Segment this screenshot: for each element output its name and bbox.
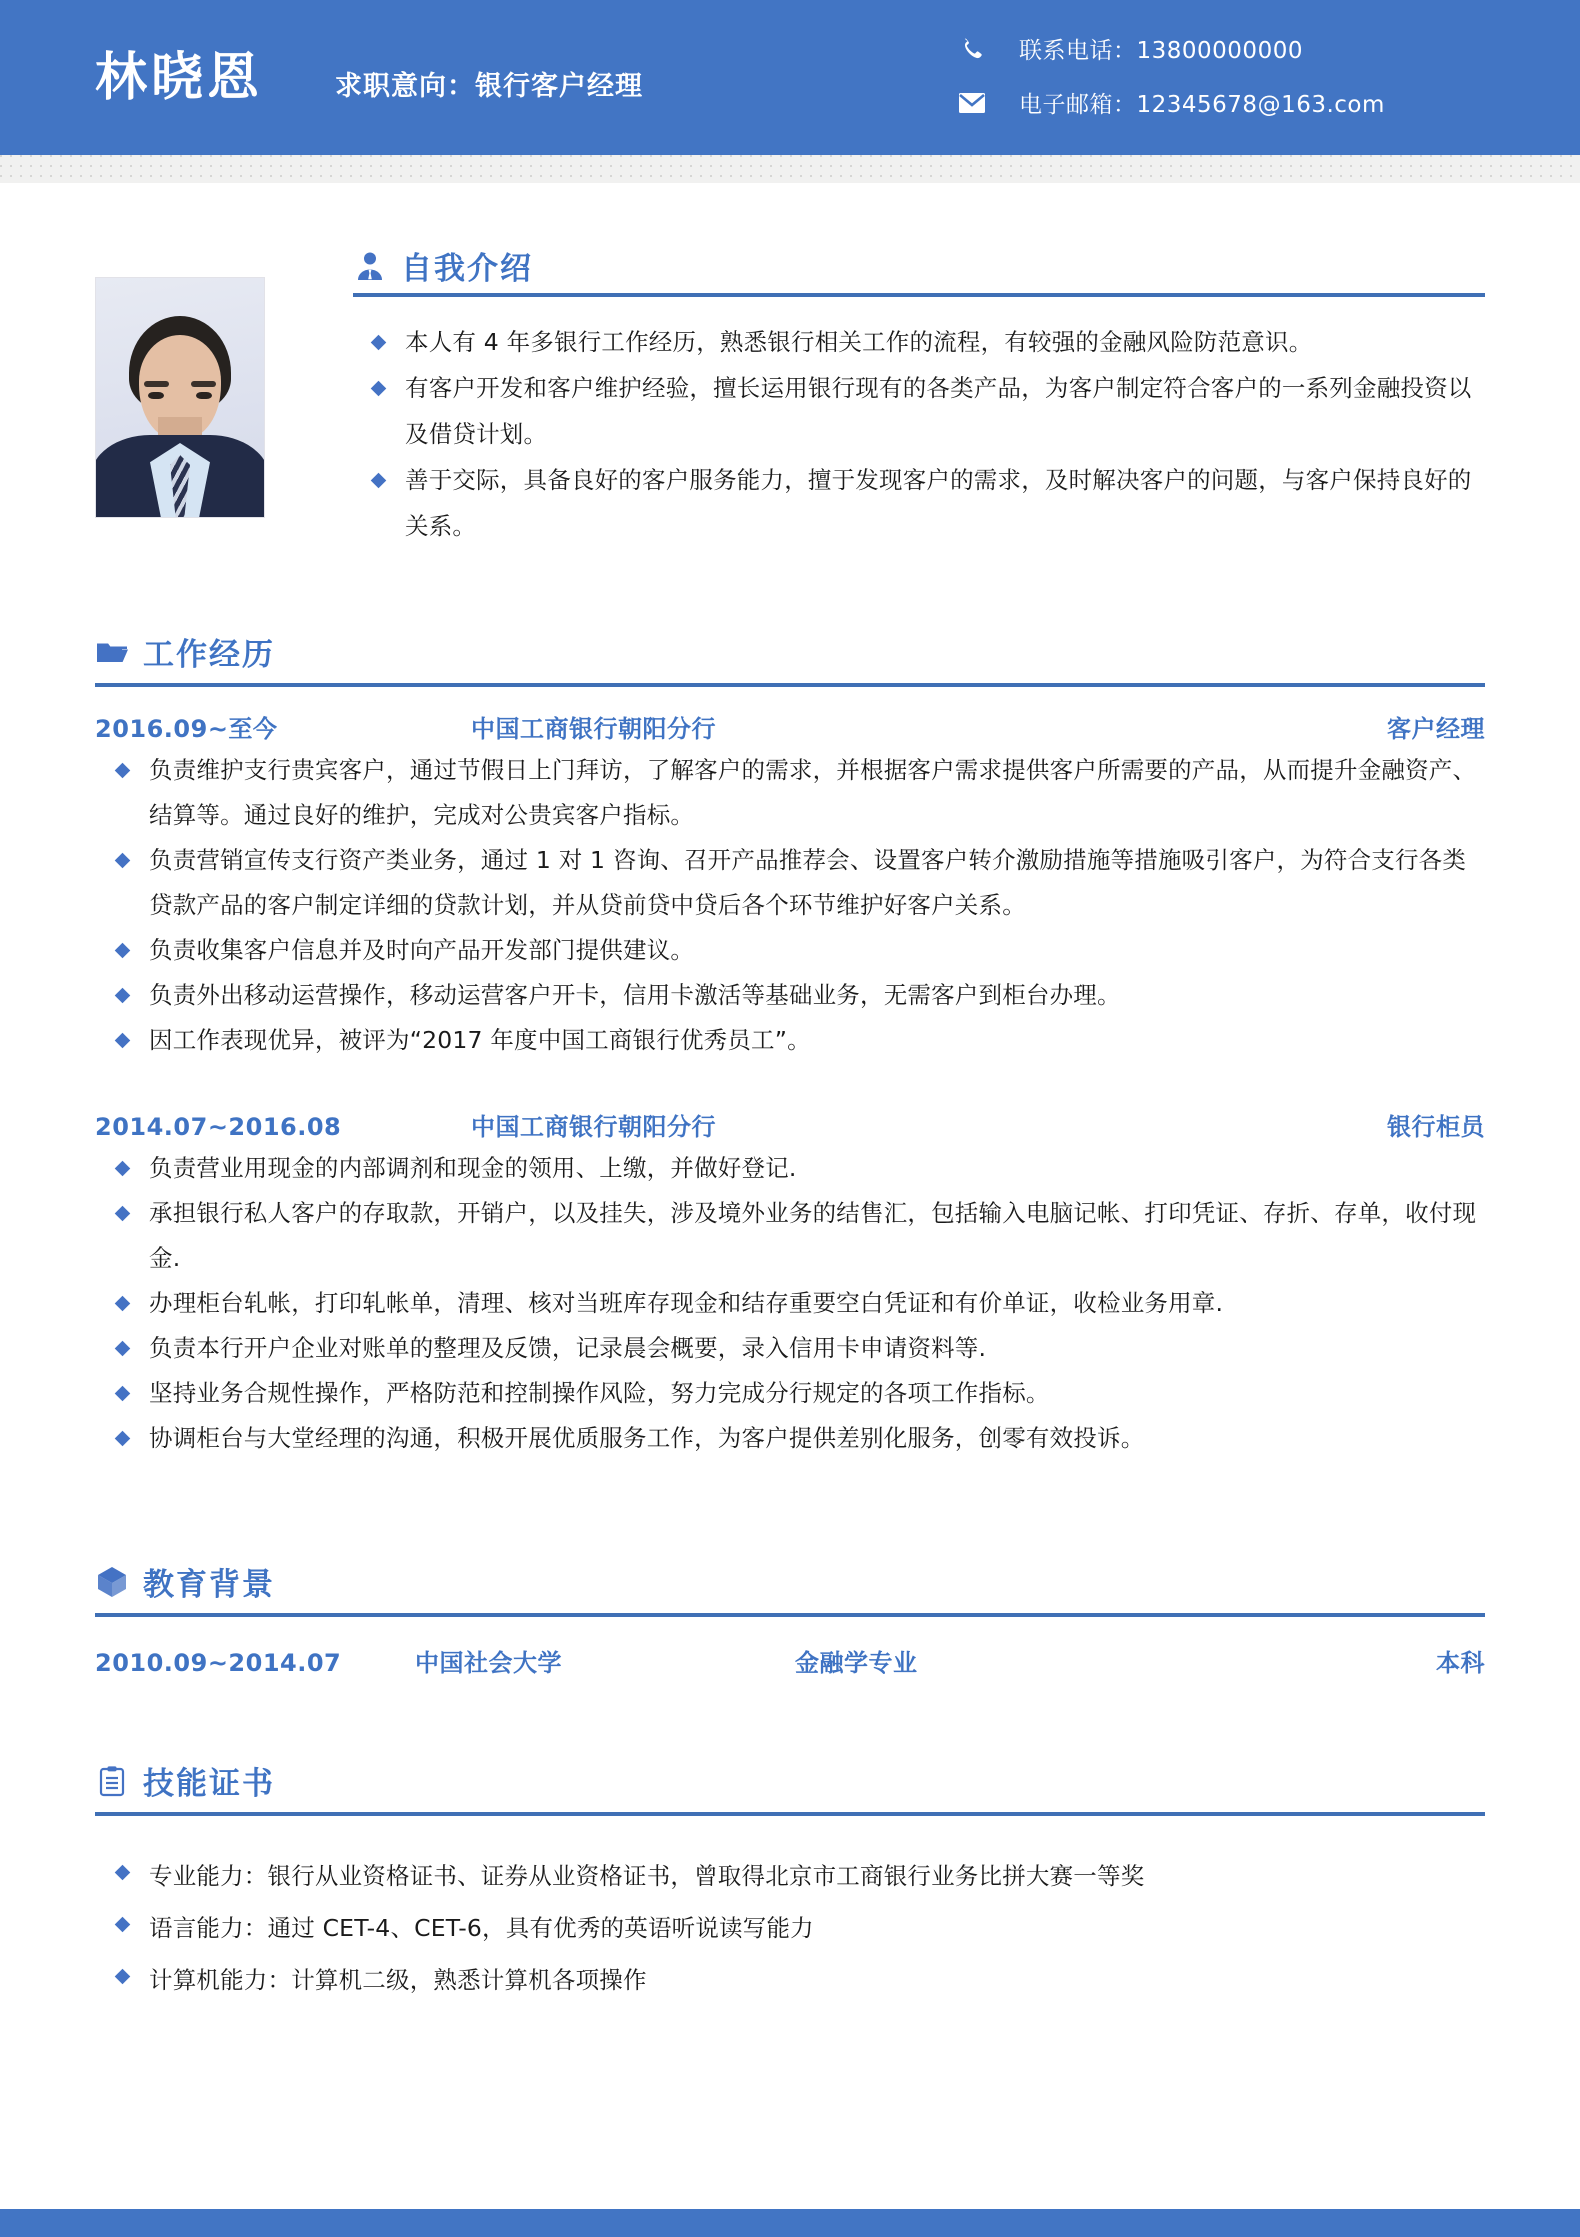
work-entry [95,1107,1485,1461]
self-introduction-list [353,319,1485,549]
resume-body [0,183,1580,2006]
list-item: 专业能力：银行从业资格证书、证券从业资格证书，曾取得北京市工商银行业务比拼大赛一等奖 [95,1850,1485,1902]
education-entry-major: 金融学专业 [795,1649,918,1677]
self-introduction-title: 自我介绍 [401,251,533,288]
header-identity [95,47,644,108]
work-entry-date: 2016.09~至今 [95,715,278,743]
education-entry-date: 2010.09~2014.07 [95,1649,342,1677]
work-experience-heading [95,635,1485,678]
work-experience-title: 工作经历 [143,637,275,674]
section-work-experience [95,635,1485,1461]
candidate-name: 林晓恩 [95,47,264,108]
contact-block [955,32,1385,119]
skills-rule [95,1812,1485,1816]
list-item: 有客户开发和客户维护经验，擅长运用银行现有的各类产品，为客户制定符合客户的一系列金融投资以及借贷计划。 [353,365,1485,457]
job-objective: 求职意向：银行客户经理 [335,70,644,102]
skills-list [95,1850,1485,2006]
work-entry [95,709,1485,1063]
education-title: 教育背景 [143,1567,275,1604]
section-skills [95,1764,1485,2006]
section-self-introduction [95,183,1485,549]
list-item: 负责外出移动运营操作，移动运营客户开卡，信用卡激活等基础业务，无需客户到柜台办理。 [95,973,1485,1018]
contact-email [955,86,1385,119]
education-entry-degree: 本科 [1436,1649,1485,1677]
phone-icon [955,35,989,63]
list-item: 坚持业务合规性操作，严格防范和控制操作风险，努力完成分行规定的各项工作指标。 [95,1371,1485,1416]
education-heading [95,1565,1485,1608]
header-divider-strip [0,155,1580,183]
resume-header [0,0,1580,155]
person-icon [353,249,387,283]
list-item: 承担银行私人客户的存取款，开销户，以及挂失，涉及境外业务的结售汇，包括输入电脑记帐、打印凭证、存折、存单，收付现金. [95,1191,1485,1281]
avatar [95,277,265,518]
list-item: 负责收集客户信息并及时向产品开发部门提供建议。 [95,928,1485,973]
work-entry-header [95,1107,1485,1142]
list-item: 善于交际，具备良好的客户服务能力，擅于发现客户的需求，及时解决客户的问题，与客户保持良好的关系。 [353,457,1485,549]
work-entry-org: 中国工商银行朝阳分行 [471,1113,716,1141]
work-entry-org: 中国工商银行朝阳分行 [471,715,716,743]
self-introduction-body [353,249,1485,549]
contact-phone [955,32,1385,65]
self-introduction-heading [353,249,1485,288]
list-item: 负责本行开户企业对账单的整理及反馈，记录晨会概要，录入信用卡申请资料等. [95,1326,1485,1371]
list-item: 办理柜台轧帐，打印轧帐单，清理、核对当班库存现金和结存重要空白凭证和有价单证，收检业务用章. [95,1281,1485,1326]
list-item: 负责营销宣传支行资产类业务，通过 1 对 1 咨询、召开产品推荐会、设置客户转介激励措施等措施吸引客户，为符合支行各类贷款产品的客户制定详细的贷款计划，并从贷前贷中贷后各个环节维护好客户关系。 [95,838,1485,928]
contact-email-text: 电子邮箱：12345678@163.com [1019,92,1385,118]
folder-icon [95,635,129,669]
list-item: 计算机能力：计算机二级，熟悉计算机各项操作 [95,1954,1485,2006]
mail-icon [955,89,989,117]
clipboard-icon [95,1764,129,1798]
work-entry-date: 2014.07~2016.08 [95,1113,342,1141]
cube-icon [95,1565,129,1599]
education-entry [95,1643,1485,1678]
skills-heading [95,1764,1485,1807]
list-item: 负责营业用现金的内部调剂和现金的领用、上缴，并做好登记. [95,1146,1485,1191]
work-entry-header [95,709,1485,744]
work-entry-list [95,1146,1485,1461]
section-education [95,1565,1485,1678]
education-rule [95,1613,1485,1617]
list-item: 本人有 4 年多银行工作经历，熟悉银行相关工作的流程，有较强的金融风险防范意识。 [353,319,1485,365]
work-entry-title: 客户经理 [1387,715,1485,743]
list-item: 负责维护支行贵宾客户，通过节假日上门拜访，了解客户的需求，并根据客户需求提供客户所需要的产品，从而提升金融资产、结算等。通过良好的维护，完成对公贵宾客户指标。 [95,748,1485,838]
list-item: 语言能力：通过 CET-4、CET-6，具有优秀的英语听说读写能力 [95,1902,1485,1954]
work-experience-rule [95,683,1485,687]
work-entry-list [95,748,1485,1063]
list-item: 因工作表现优异，被评为“2017 年度中国工商银行优秀员工”。 [95,1018,1485,1063]
self-introduction-rule [353,293,1485,297]
contact-phone-text: 联系电话：13800000000 [1019,38,1303,64]
list-item: 协调柜台与大堂经理的沟通，积极开展优质服务工作，为客户提供差别化服务，创零有效投诉。 [95,1416,1485,1461]
work-entry-title: 银行柜员 [1387,1113,1485,1141]
resume-footer-bar [0,2209,1580,2237]
education-entry-school: 中国社会大学 [415,1649,562,1677]
skills-title: 技能证书 [143,1766,275,1803]
